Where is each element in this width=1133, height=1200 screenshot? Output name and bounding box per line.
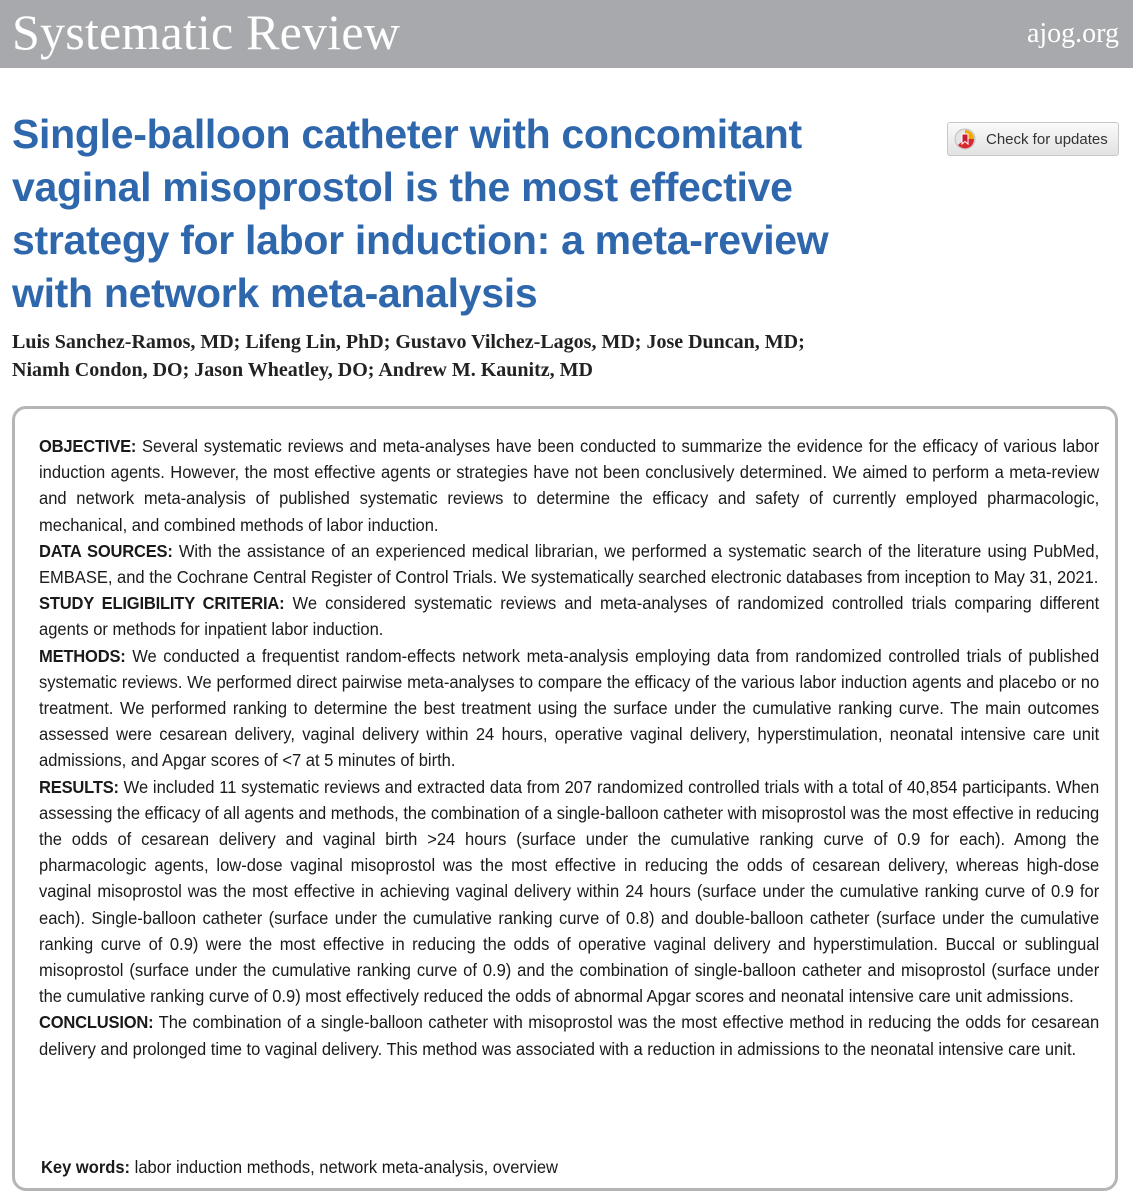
check-for-updates-button[interactable] [947, 122, 1119, 156]
header-bar [0, 0, 1133, 68]
abstract-methods [39, 643, 1099, 774]
abstract-heading: STUDY ELIGIBILITY CRITERIA: [39, 593, 285, 614]
abstract-data-sources [39, 538, 1099, 590]
abstract-text: We considered systematic reviews and meta-analyses of randomized controlled trials comparing different agents or methods for inpatient labor induction. [39, 593, 1100, 640]
abstract-text: We included 11 systematic reviews and extracted data from 207 randomized controlled trials with a total of 40,854 participants. When assessing the efficacy of all agents and methods, the combination of a single-balloon catheter with misoprostol was the most effective in reducing the odds of cesarean delivery and vaginal birth >24 hours (surface under the cumulative ranking curve of 0.9 for each). Among the pharmacologic agents, low-dose vaginal misoprostol was the most effective in reducing the odds of cesarean delivery, whereas high-dose vaginal misoprostol was the most effective in achieving vaginal delivery within 24 hours (surface under the cumulative ranking curve of 0.9 for each). Single-balloon catheter (surface under the cumulative ranking curve of 0.8) and double-balloon catheter (surface under the cumulative ranking curve of 0.9) were the most effective in reducing the odds of operative vaginal delivery and hyperstimulation. Buccal or sublingual misoprostol (surface under the cumulative ranking curve of 0.9) and the combination of single-balloon catheter and misoprostol (surface under the cumulative ranking curve of 0.9) most effectively reduced the odds of abnormal Apgar scores and neonatal intensive care unit admissions. [39, 776, 1100, 1007]
site-url[interactable]: ajog.org [1026, 18, 1119, 49]
abstract-heading: CONCLUSION: [39, 1012, 154, 1033]
abstract-text: The combination of a single-balloon catheter with misoprostol was the most effective method in reducing the odds for cesarean delivery and prolonged time to vaginal delivery. This method was associated with a reduction in admissions to the neonatal intensive care unit. [39, 1012, 1100, 1059]
author-list [12, 328, 1012, 384]
abstract-box [12, 406, 1118, 1191]
section-label: Systematic Review [12, 4, 401, 60]
keywords-label: Key words: [41, 1157, 131, 1177]
abstract-heading: OBJECTIVE: [39, 436, 137, 456]
abstract-objective [39, 433, 1099, 538]
abstract-text: We conducted a frequentist random-effects network meta-analysis employing data from randomized controlled trials of published systematic reviews. We performed direct pairwise meta-analyses to compare the efficacy of the various labor induction agents and placebo or no treatment. We performed ranking to determine the best treatment using the surface under the cumulative ranking curve. The main outcomes assessed were cesarean delivery, vaginal delivery within 24 hours, operative vaginal delivery, hyperstimulation, neonatal intensive care unit admissions, and Apgar scores of <7 at 5 minutes of birth. [39, 645, 1100, 771]
abstract-text: With the assistance of an experienced medical librarian, we performed a systematic search of the literature using PubMed, EMBASE, and the Cochrane Central Register of Control Trials. We systematically searched electronic databases from inception to May 31, 2021. [39, 540, 1100, 588]
authors-line-1: Luis Sanchez-Ramos, MD; Lifeng Lin, PhD; Gustavo Vilchez-Lagos, MD; Jose Duncan, MD; [12, 331, 805, 353]
authors-line-2: Niamh Condon, DO; Jason Wheatley, DO; Andrew M. Kaunitz, MD [12, 359, 593, 381]
abstract-text: Several systematic reviews and meta-analyses have been conducted to summarize the evidence for the efficacy of various labor induction agents. However, the most effective agents or strategies have not been conclusively determined. We aimed to perform a meta-review and network meta-analysis of published systematic reviews to determine the efficacy and safety of currently employed pharmacologic, mechanical, and combined methods of labor induction. [39, 436, 1100, 535]
check-for-updates-icon [954, 128, 976, 150]
abstract-conclusion [39, 1009, 1099, 1061]
keywords [41, 1154, 558, 1180]
abstract-heading: RESULTS: [39, 776, 119, 797]
check-for-updates-label: Check for updates [986, 130, 1108, 148]
keywords-text: labor induction methods, network meta-analysis, overview [134, 1157, 558, 1177]
abstract-heading: DATA SOURCES: [39, 540, 173, 561]
abstract-body [39, 433, 1099, 1062]
abstract-eligibility [39, 590, 1099, 642]
abstract-results [39, 774, 1099, 1010]
abstract-heading: METHODS: [39, 645, 126, 666]
article-title: Single-balloon catheter with concomitant vaginal misoprostol is the most effective strategy for labor induction: a meta-review with network meta-analysis [12, 111, 829, 316]
